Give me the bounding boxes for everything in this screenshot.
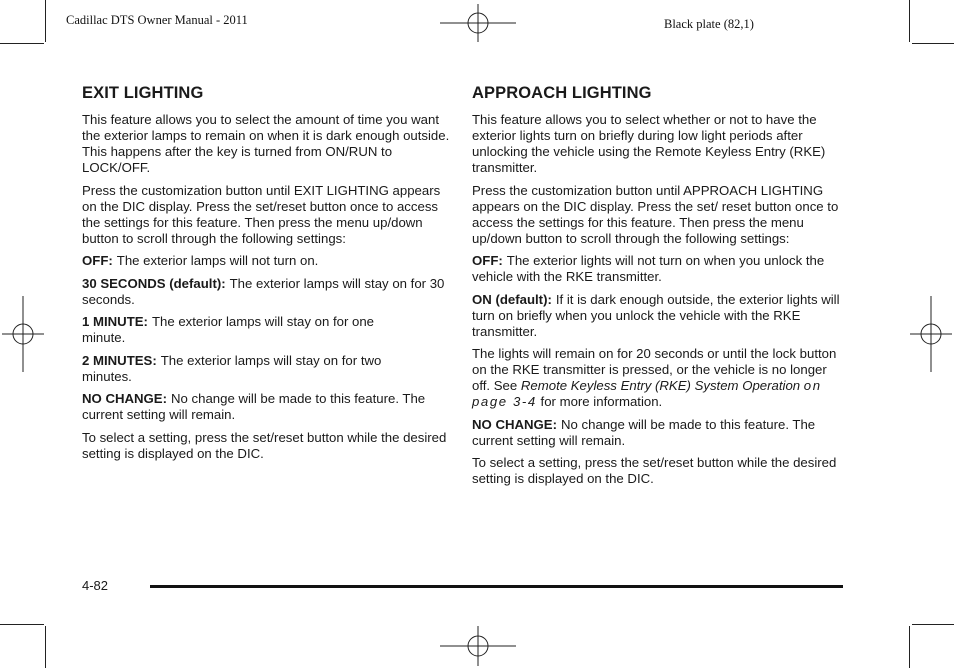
closing-paragraph: To select a setting, press the set/reset button while the desired setting is displayed on the DIC. [472, 455, 837, 486]
registration-mark-left [2, 296, 44, 372]
setting-term: 2 MINUTES: [82, 352, 157, 368]
crop-mark [909, 626, 910, 668]
setting-term: OFF: [82, 253, 113, 268]
registration-mark-top [440, 4, 516, 42]
exit-lighting-section [82, 84, 454, 468]
intro-paragraph: This feature allows you to select whether or not to have the exterior lights turn on briefly during low light periods after unlocking the vehicle using the Remote Keyless Entry (RKE) transmitter. [472, 112, 826, 175]
approach-lighting-section [472, 84, 844, 494]
section-heading: APPROACH LIGHTING [472, 84, 652, 102]
section-heading: EXIT LIGHTING [82, 84, 204, 102]
note-tail: for more information. [540, 394, 663, 409]
setting-term: NO CHANGE: [472, 416, 557, 432]
page-reference[interactable]: on page 3‑4 [472, 378, 822, 409]
instructions-paragraph: Press the customization button until EXIT LIGHTING appears on the DIC display. Press the set/reset button once to access the settings for this feature. Then press the menu up/down button to scroll through the following settings: [82, 182, 441, 246]
setting-desc: No change will be made to this feature. The current setting will remain. [82, 391, 426, 422]
setting-item [472, 253, 844, 285]
cross-reference-link[interactable]: Remote Keyless Entry (RKE) System Operation [520, 378, 801, 393]
instructions-paragraph: Press the customization button until APPROACH LIGHTING appears on the DIC display. Press the set/ reset button once to access the settings for this feature. Then press the menu up/down button to scroll through the following settings: [472, 182, 839, 246]
setting-item [472, 417, 844, 449]
setting-desc: The exterior lamps will not turn on. [116, 253, 319, 268]
setting-term: ON (default): [472, 291, 552, 307]
registration-mark-right [910, 296, 952, 372]
setting-term: NO CHANGE: [82, 391, 167, 406]
crop-mark [912, 43, 954, 44]
crop-mark [0, 43, 44, 44]
plate-label: Black plate (82,1) [664, 17, 754, 31]
note-paragraph [472, 346, 844, 410]
setting-item [472, 292, 844, 340]
setting-desc: The exterior lamps will stay on for two minutes. [82, 352, 382, 384]
setting-item [82, 253, 454, 269]
setting-item [82, 276, 454, 308]
setting-desc: The exterior lamps will stay on for one minute. [82, 314, 375, 345]
registration-mark-bottom [440, 626, 516, 666]
setting-term: OFF: [472, 253, 503, 268]
crop-mark [0, 624, 44, 625]
footer-rule [150, 585, 843, 588]
closing-paragraph: To select a setting, press the set/reset button while the desired setting is displayed on the DIC. [82, 429, 447, 461]
crop-mark [45, 0, 46, 42]
setting-desc: If it is dark enough outside, the exterior lights will turn on briefly when you unlock the vehicle with the RKE transmitter. [472, 291, 840, 339]
crop-mark [45, 626, 46, 668]
setting-item [82, 391, 454, 423]
manual-title: Cadillac DTS Owner Manual - 2011 [66, 13, 248, 27]
setting-desc: No change will be made to this feature. The current setting will remain. [472, 416, 816, 448]
page-number: 4-82 [82, 578, 109, 593]
setting-term: 30 SECONDS (default): [82, 275, 226, 291]
setting-item [82, 353, 392, 385]
setting-desc: The exterior lamps will stay on for 30 seconds. [82, 275, 445, 307]
crop-mark [909, 0, 910, 42]
intro-paragraph: This feature allows you to select the amount of time you want the exterior lamps to remain on when it is dark enough outside. This happens after the key is turned from ON/RUN to LOCK/OFF. [82, 112, 450, 175]
crop-mark [912, 624, 954, 625]
setting-desc: The exterior lights will not turn on when you unlock the vehicle with the RKE transmitter. [472, 253, 825, 284]
setting-term: 1 MINUTE: [82, 314, 148, 329]
note-text: The lights will remain on for 20 seconds or until the lock button on the RKE transmitter is pressed, or the vehicle is no longer off. See [472, 346, 837, 393]
setting-item [82, 314, 382, 346]
